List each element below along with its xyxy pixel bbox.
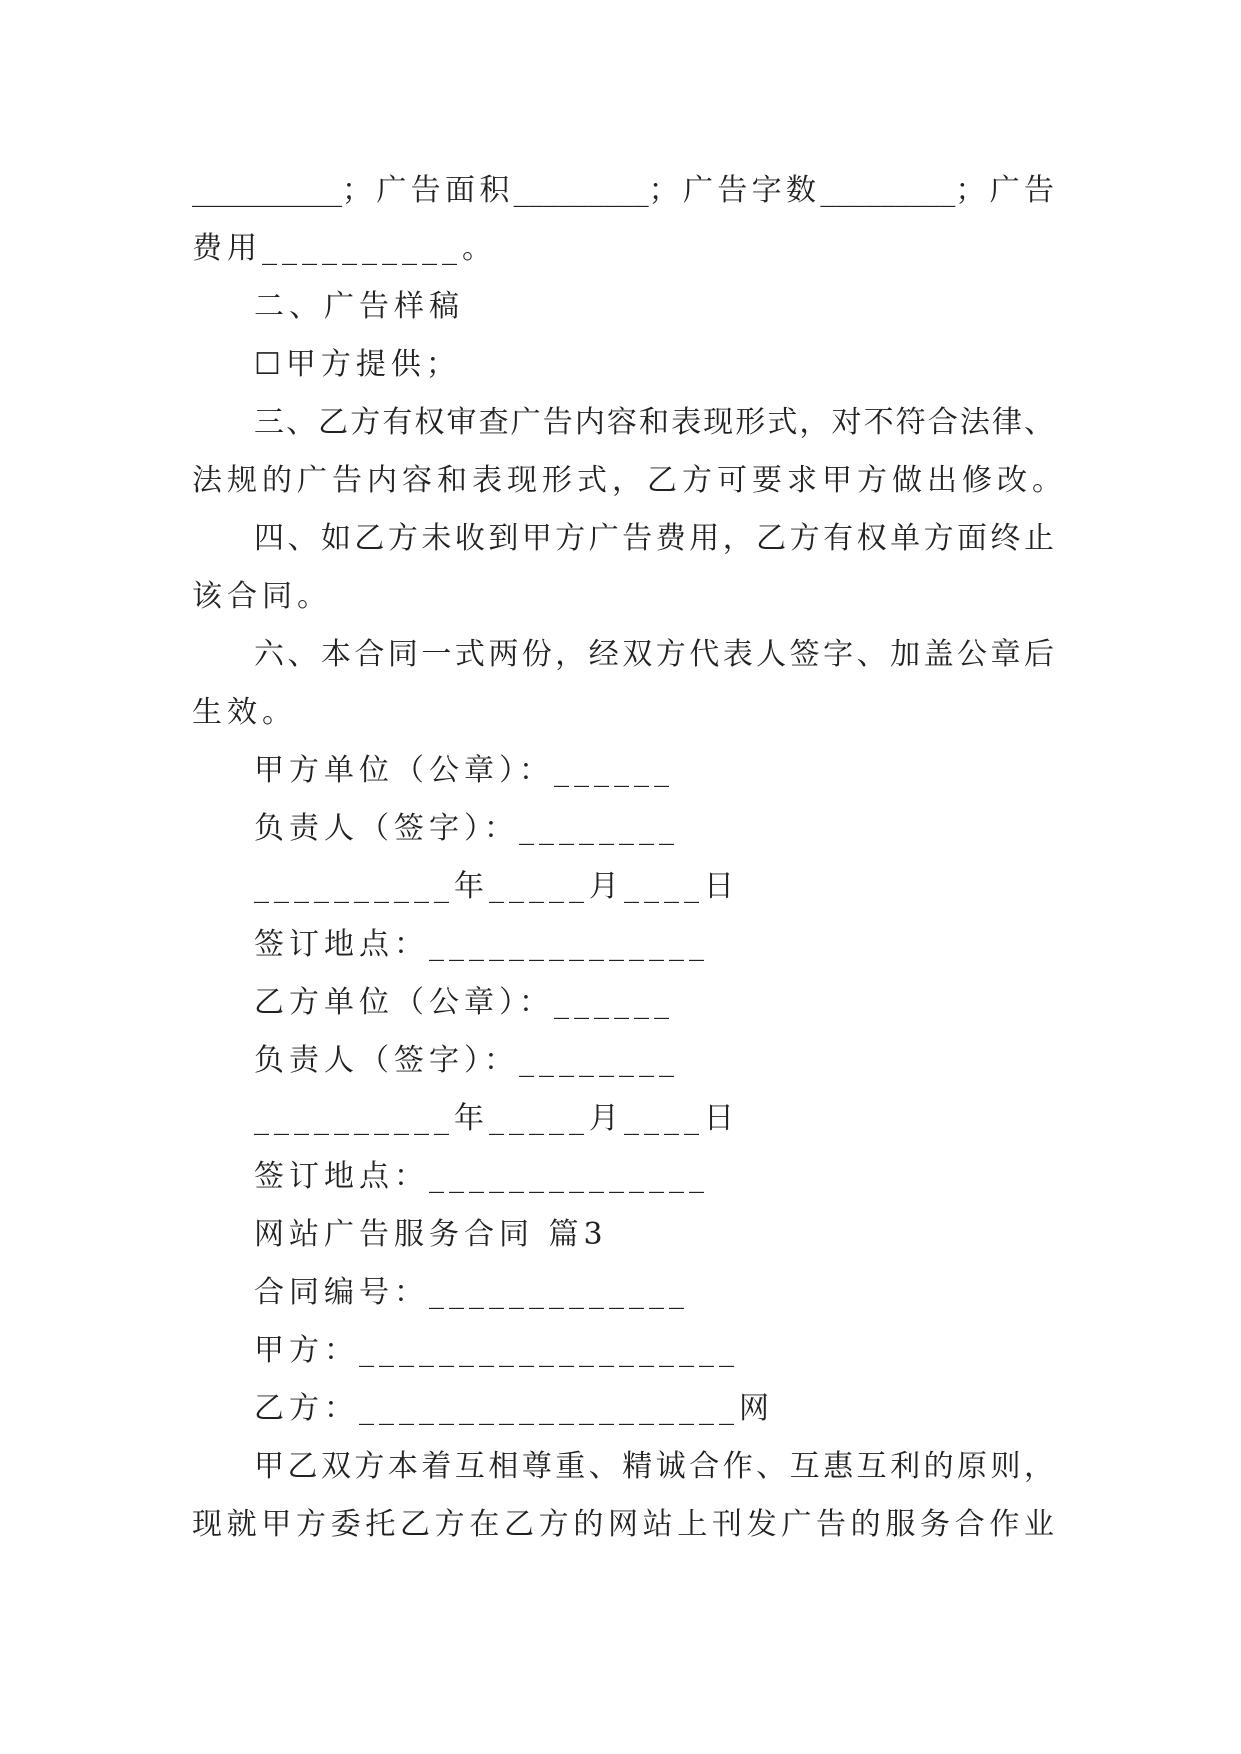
clause-six-line-2: 生效。	[192, 695, 297, 730]
ad-fee-line: 费用__________。	[192, 231, 497, 266]
clause-three-line-1: 三、乙方有权审查广告内容和表现形式，对不符合法律、	[254, 405, 1054, 440]
party-b-unit-field: 乙方单位（公章）：______	[254, 985, 674, 1020]
party-a-field: 甲方：___________________	[254, 1333, 739, 1368]
party-a-signer-field: 负责人（签字）：________	[254, 811, 679, 846]
clause-four-line-2: 该合同。	[192, 579, 332, 614]
section-heading-ad-draft: 二、广告样稿	[254, 289, 464, 324]
party-b-signer-field: 负责人（签字）：________	[254, 1043, 679, 1078]
party-a-unit-field: 甲方单位（公章）：______	[254, 753, 674, 788]
contract-section-title: 网站广告服务合同 篇3	[254, 1217, 608, 1252]
preamble-line-1: 甲乙双方本着互相尊重、精诚合作、互惠互利的原则，	[254, 1449, 1054, 1484]
clause-three-line-2: 法规的广告内容和表现形式，乙方可要求甲方做出修改。	[192, 463, 1067, 498]
preamble-line-2: 现就甲方委托乙方在乙方的网站上刊发广告的服务合作业	[192, 1507, 1054, 1542]
party-b-date-field: __________年_____月____日	[254, 1101, 739, 1136]
party-a-date-field: __________年_____月____日	[254, 869, 739, 904]
ad-spec-line: __________；广告面积_________；广告字数_________；广告	[192, 173, 1054, 208]
checkbox-party-a-provides: ☐甲方提供；	[254, 347, 461, 382]
clause-four-line-1: 四、如乙方未收到甲方广告费用，乙方有权单方面终止	[254, 521, 1054, 556]
contract-text	[192, 162, 1067, 1554]
party-b-field: 乙方：___________________网	[254, 1391, 774, 1426]
contract-number-field: 合同编号：_____________	[254, 1275, 689, 1310]
clause-six-line-1: 六、本合同一式两份，经双方代表人签字、加盖公章后	[254, 637, 1054, 672]
party-b-location-field: 签订地点：______________	[254, 1159, 709, 1194]
party-a-location-field: 签订地点：______________	[254, 927, 709, 962]
